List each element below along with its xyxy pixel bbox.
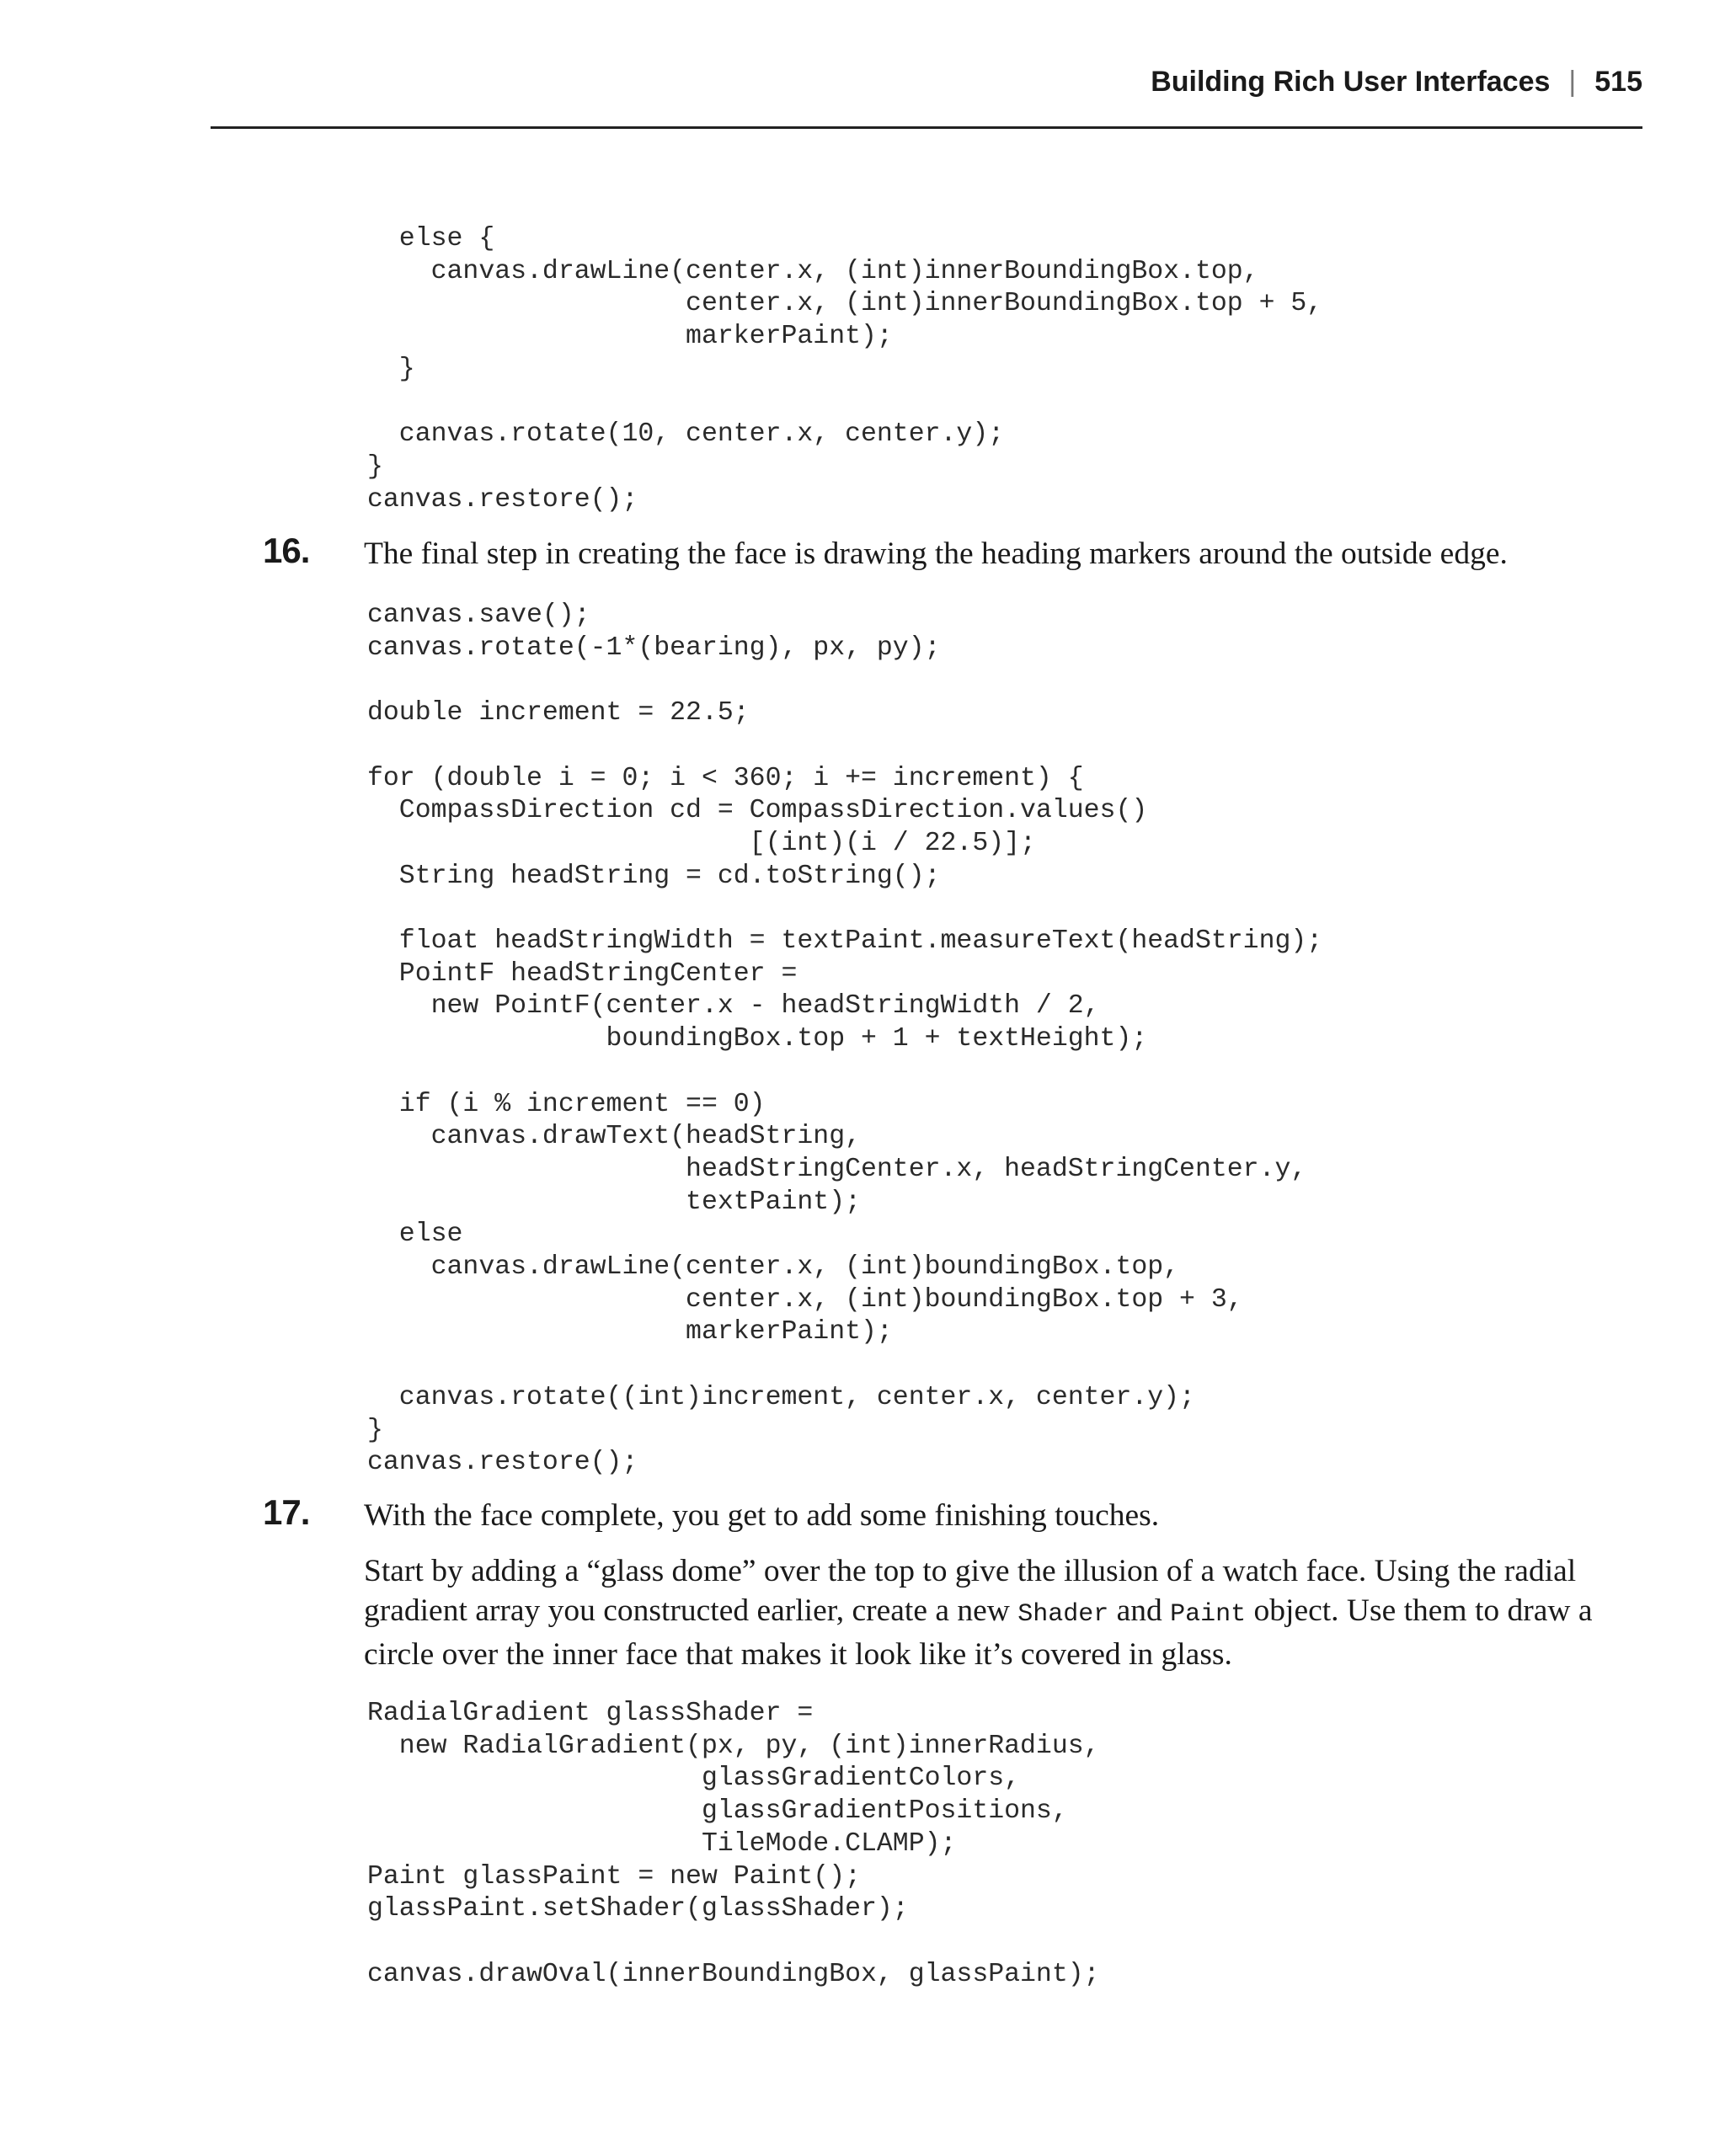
step-17-paragraph bbox=[364, 1551, 1610, 1674]
para-text-1: Start by adding a “glass dome” over the top to give the illusion of a watch face. Using the radial gradient array you constructed earlier, create a new bbox=[364, 1554, 1577, 1628]
header-line bbox=[1151, 66, 1642, 99]
para-text-3: object. Use them to draw a circle over the inner face that makes it look like it’s covered in glass. bbox=[364, 1593, 1593, 1672]
inline-code-shader: Shader bbox=[1017, 1600, 1109, 1629]
header-separator: | bbox=[1568, 66, 1577, 98]
code-block-3: RadialGradient glassShader = new RadialGradient(px, py, (int)innerRadius, glassGradientColors, glassGradientPositions, TileMode.CLAMP); Paint glassPaint = new Paint(); glassPaint.setShader(glassShader); canvas.drawOval(innerBoundingBox, glassPaint); bbox=[367, 1699, 1100, 1989]
para-text-2: and bbox=[1108, 1593, 1171, 1628]
page-number: 515 bbox=[1594, 66, 1642, 98]
header-title: Building Rich User Interfaces bbox=[1151, 66, 1551, 98]
running-header bbox=[211, 59, 1642, 129]
step-16-text: The final step in creating the face is drawing the heading markers around the outside edge. bbox=[364, 536, 1508, 571]
code-block-2: canvas.save(); canvas.rotate(-1*(bearing), px, py); double increment = 22.5; for (double i = 0; i < 360; i += increment) { CompassDirection cd = CompassDirection.values() [(int)(i / 22.5)]; String headString = cd.toString(); float headStringWidth = textPaint.measureText(headString); PointF headStringCenter = new PointF(center.x - headStringWidth / 2, boundingBox.top + 1 + textHeight); if (i % increment == 0) canvas.drawText(headString, headStringCenter.x, headStringCenter.y, textPaint); else canvas.drawLine(center.x, (int)boundingBox.top, center.x, (int)boundingBox.top + 3, markerPaint); canvas.rotate((int)increment, center.x, center.y); } canvas.restore(); bbox=[367, 600, 1323, 1478]
step-number-16: 16. bbox=[263, 531, 310, 570]
step-number-17: 17. bbox=[263, 1492, 310, 1532]
code-block-1: else { canvas.drawLine(center.x, (int)innerBoundingBox.top, center.x, (int)innerBoundingBox.top + 5, markerPaint); } canvas.rotate(10, center.x, center.y); } canvas.restore(); bbox=[367, 224, 1323, 515]
step-17-text: With the face complete, you get to add some finishing touches. bbox=[364, 1498, 1160, 1533]
inline-code-paint: Paint bbox=[1170, 1600, 1247, 1629]
